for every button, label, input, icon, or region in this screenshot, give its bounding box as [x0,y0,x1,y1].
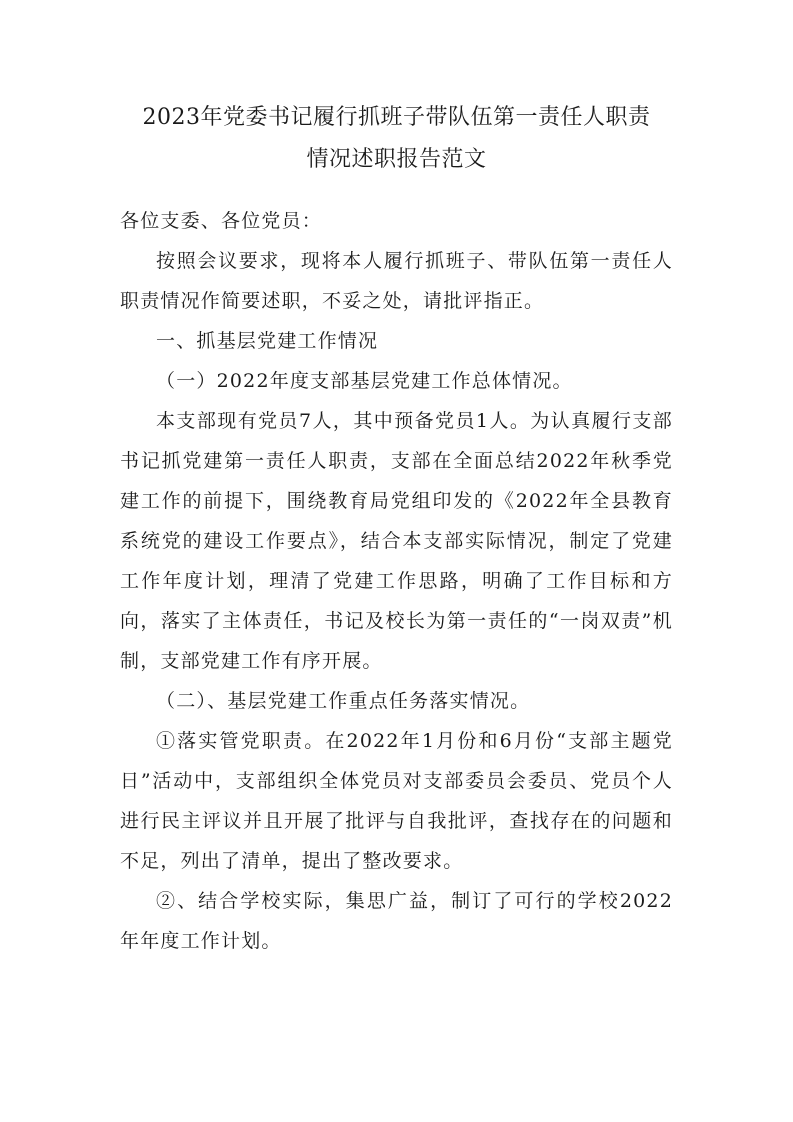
paragraph-overview: 本支部现有党员7人，其中预备党员1人。为认真履行支部书记抓党建第一责任人职责，支部在全面总结2022年秋季党建工作的前提下，围绕教育局党组印发的《2022年全县教育系统党的建设工作要点》，结合本支部实际情况，制定了党建工作年度计划，理清了党建工作思路，明确了工作目标和方向，落实了主体责任，书记及校长为第一责任的“一岗双责”机制，支部党建工作有序开展。 [120,410,673,672]
salutation: 各位支委、各位党员： [120,210,323,232]
title-line-2: 情况述职报告范文 [306,147,487,172]
subsection-heading-2: （二）、基层党建工作重点任务落实情况。 [156,690,531,712]
document-body [120,201,673,961]
paragraph-item-2: ②、结合学校实际，集思广益，制订了可行的学校2022年年度工作计划。 [120,890,673,952]
paragraph-item-1: ①落实管党职责。在2022年1月份和6月份“支部主题党日”活动中，支部组织全体党员对支部委员会委员、党员个人进行民主评议并且开展了批评与自我批评，查找存在的问题和不足，列出了清单，提出了整改要求。 [120,730,673,872]
document-page [120,97,673,961]
document-title [120,97,673,181]
paragraph-intro: 按照会议要求，现将本人履行抓班子、带队伍第一责任人职责情况作简要述职，不妥之处，请批评指正。 [120,250,673,312]
section-heading-1: 一、抓基层党建工作情况 [156,330,379,352]
title-line-1: 2023年党委书记履行抓班子带队伍第一责任人职责 [142,105,651,130]
subsection-heading-1: （一）2022年度支部基层党建工作总体情况。 [156,370,573,392]
